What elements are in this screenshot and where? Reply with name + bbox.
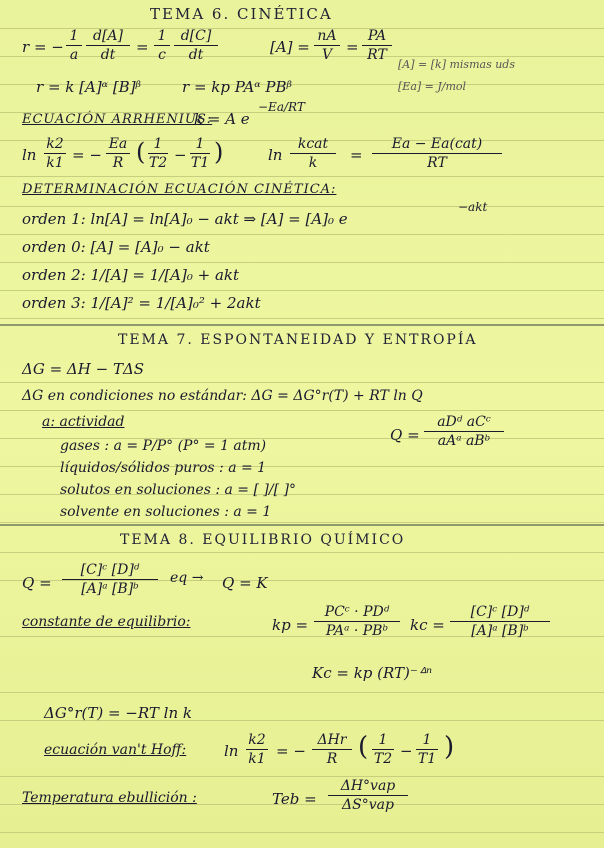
- fraction: [246, 732, 268, 767]
- kc-kp-relation: Kc = kp (RT)⁻ᐞⁿ: [312, 664, 433, 682]
- numerator: [C]ᶜ [D]ᵈ: [80, 562, 140, 578]
- numerator: 1: [422, 732, 432, 748]
- ruled-line: [0, 290, 604, 291]
- ruled-line: [0, 692, 604, 693]
- order-1-exponent: −akt: [458, 200, 488, 214]
- denominator: RT: [427, 155, 447, 171]
- ruled-line: [0, 206, 604, 207]
- denominator: RT: [367, 47, 387, 63]
- ruled-line: [0, 382, 604, 383]
- denominator: k1: [248, 751, 266, 767]
- minus-sign: −: [174, 146, 187, 164]
- ruled-line: [0, 176, 604, 177]
- equilibrium-constant-label: constante de equilibrio:: [22, 614, 191, 630]
- numerator: nA: [317, 28, 337, 44]
- order-0-equation: orden 0: [A] = [A]₀ − akt: [22, 238, 210, 256]
- fraction: [148, 136, 168, 171]
- rate-law-pressure: r = kp PAᵅ PBᵝ: [182, 78, 293, 96]
- fraction: [416, 732, 438, 767]
- section-title: TEMA 6. CINÉTICA: [150, 5, 333, 23]
- determination-label: DETERMINACIÓN ECUACIÓN CINÉTICA:: [22, 182, 337, 197]
- activity-liquids: líquidos/sólidos puros : a = 1: [60, 460, 267, 476]
- denominator: T1: [417, 751, 437, 767]
- fraction: [66, 28, 82, 63]
- ruled-line: [0, 522, 604, 523]
- denominator: V: [321, 47, 333, 63]
- denominator: dt: [188, 47, 204, 63]
- denominator: T2: [373, 751, 393, 767]
- section-divider: [0, 324, 604, 326]
- ruled-line: [0, 552, 604, 553]
- ruled-line: [0, 262, 604, 263]
- equilibrium-arrow: eq →: [170, 570, 204, 586]
- order-2-equation: orden 2: 1/[A] = 1/[A]₀ + akt: [22, 266, 240, 284]
- gibbs-equation: ΔG = ΔH − TΔS: [22, 360, 145, 378]
- equals-minus: = −: [72, 146, 102, 164]
- fraction: [290, 136, 336, 171]
- units-note: [A] = [k] mismas uds: [398, 58, 515, 71]
- teb-lhs: Teb =: [272, 790, 317, 808]
- order-3-equation: orden 3: 1/[A]² = 1/[A]₀² + 2akt: [22, 294, 261, 312]
- numerator: 1: [153, 136, 163, 152]
- numerator: PCᶜ · PDᵈ: [324, 604, 390, 620]
- denominator: k1: [46, 155, 64, 171]
- kc-lhs: kc =: [410, 616, 445, 634]
- numerator: 1: [378, 732, 388, 748]
- kp-lhs: kp =: [272, 616, 309, 634]
- equals-sign: =: [136, 38, 149, 56]
- denominator: aAᵃ aBᵇ: [437, 433, 491, 449]
- section-divider: [0, 524, 604, 526]
- section-title: TEMA 7. ESPONTANEIDAD Y ENTROPÍA: [118, 332, 478, 348]
- activity-label: a: actividad: [42, 414, 125, 430]
- fraction: [314, 604, 400, 639]
- denominator: R: [326, 751, 338, 767]
- q-lhs: Q =: [22, 574, 52, 592]
- numerator: kcat: [297, 136, 329, 152]
- numerator: d[A]: [93, 28, 123, 44]
- ruled-line: [0, 234, 604, 235]
- denominator: k: [308, 155, 318, 171]
- denominator: T2: [148, 155, 168, 171]
- fraction: [328, 778, 408, 813]
- fraction: [312, 732, 352, 767]
- equals-minus: = −: [276, 742, 306, 760]
- denominator: [A]ᵃ [B]ᵇ: [471, 623, 529, 639]
- order-1-equation: orden 1: ln[A] = ln[A]₀ − akt ⇒ [A] = [A]₀ e: [22, 210, 348, 228]
- ruled-line: [0, 776, 604, 777]
- section-title: TEMA 8. EQUILIBRIO QUÍMICO: [120, 532, 406, 548]
- paren-open: (: [136, 138, 146, 166]
- numerator: 1: [195, 136, 205, 152]
- arrhenius-exponent: −Ea/RT: [258, 100, 305, 114]
- numerator: Ea − Ea(cat): [391, 136, 483, 152]
- numerator: ΔH°vap: [340, 778, 396, 794]
- denominator: T1: [190, 155, 210, 171]
- equals-sign: =: [350, 146, 363, 164]
- ln-label: ln: [268, 146, 283, 164]
- concentration-lhs: [A] =: [270, 38, 310, 56]
- paren-open: (: [358, 732, 369, 762]
- numerator: 1: [69, 28, 79, 44]
- ln-label: ln: [22, 146, 37, 164]
- ln-label: ln: [224, 742, 239, 760]
- numerator: PA: [367, 28, 387, 44]
- numerator: ΔHr: [317, 732, 347, 748]
- denominator: dt: [100, 47, 116, 63]
- denominator: R: [112, 155, 124, 171]
- denominator: c: [158, 47, 166, 63]
- activity-solvent: solvente en soluciones : a = 1: [60, 504, 272, 520]
- activity-solutes: solutos en soluciones : a = [ ]/[ ]°: [60, 482, 296, 498]
- fraction: [424, 414, 504, 449]
- paren-close: ): [214, 138, 224, 166]
- ruled-line: [0, 832, 604, 833]
- numerator: Ea: [108, 136, 128, 152]
- numerator: k2: [248, 732, 266, 748]
- paren-close: ): [444, 732, 455, 762]
- fraction: [174, 28, 218, 63]
- fraction: [190, 136, 210, 171]
- boiling-temperature-label: Temperatura ebullición :: [22, 790, 197, 806]
- arrhenius-equation: k = A e: [194, 110, 250, 128]
- rate-law: r = k [A]ᵅ [B]ᵝ: [36, 78, 141, 96]
- numerator: d[C]: [180, 28, 212, 44]
- fraction: [372, 732, 394, 767]
- gibbs-nonstandard: ΔG en condiciones no estándar: ΔG = ΔG°r(T) + RT ln Q: [22, 388, 423, 404]
- fraction: [106, 136, 130, 171]
- denominator: PAᵃ · PBᵇ: [325, 623, 389, 639]
- numerator: k2: [46, 136, 64, 152]
- fraction: [154, 28, 170, 63]
- numerator: [C]ᶜ [D]ᵈ: [470, 604, 530, 620]
- q-equals-k: Q = K: [222, 574, 268, 592]
- denominator: a: [69, 47, 79, 63]
- denominator: ΔS°vap: [342, 797, 394, 813]
- minus-sign: −: [400, 742, 413, 760]
- units-note: [Ea] = J/mol: [398, 80, 467, 93]
- fraction: [314, 28, 340, 63]
- equals-sign: =: [346, 38, 359, 56]
- arrhenius-label: ECUACIÓN ARRHENIUS:: [22, 112, 213, 127]
- rate-lhs: r = −: [22, 38, 64, 56]
- fraction: [372, 136, 502, 171]
- vant-hoff-label: ecuación van't Hoff:: [44, 742, 187, 758]
- fraction: [450, 604, 550, 639]
- gibbs-lnk: ΔG°r(T) = −RT ln k: [44, 704, 192, 722]
- fraction: [44, 136, 66, 171]
- numerator: 1: [157, 28, 167, 44]
- numerator: aDᵈ aCᶜ: [437, 414, 491, 430]
- ruled-line: [0, 410, 604, 411]
- fraction: [86, 28, 130, 63]
- q-lhs: Q =: [390, 426, 420, 444]
- activity-gases: gases : a = P/P° (P° = 1 atm): [60, 438, 267, 454]
- fraction: [362, 28, 392, 63]
- denominator: [A]ᵃ [B]ᵇ: [81, 581, 139, 597]
- fraction: [62, 562, 158, 597]
- ruled-line: [0, 318, 604, 319]
